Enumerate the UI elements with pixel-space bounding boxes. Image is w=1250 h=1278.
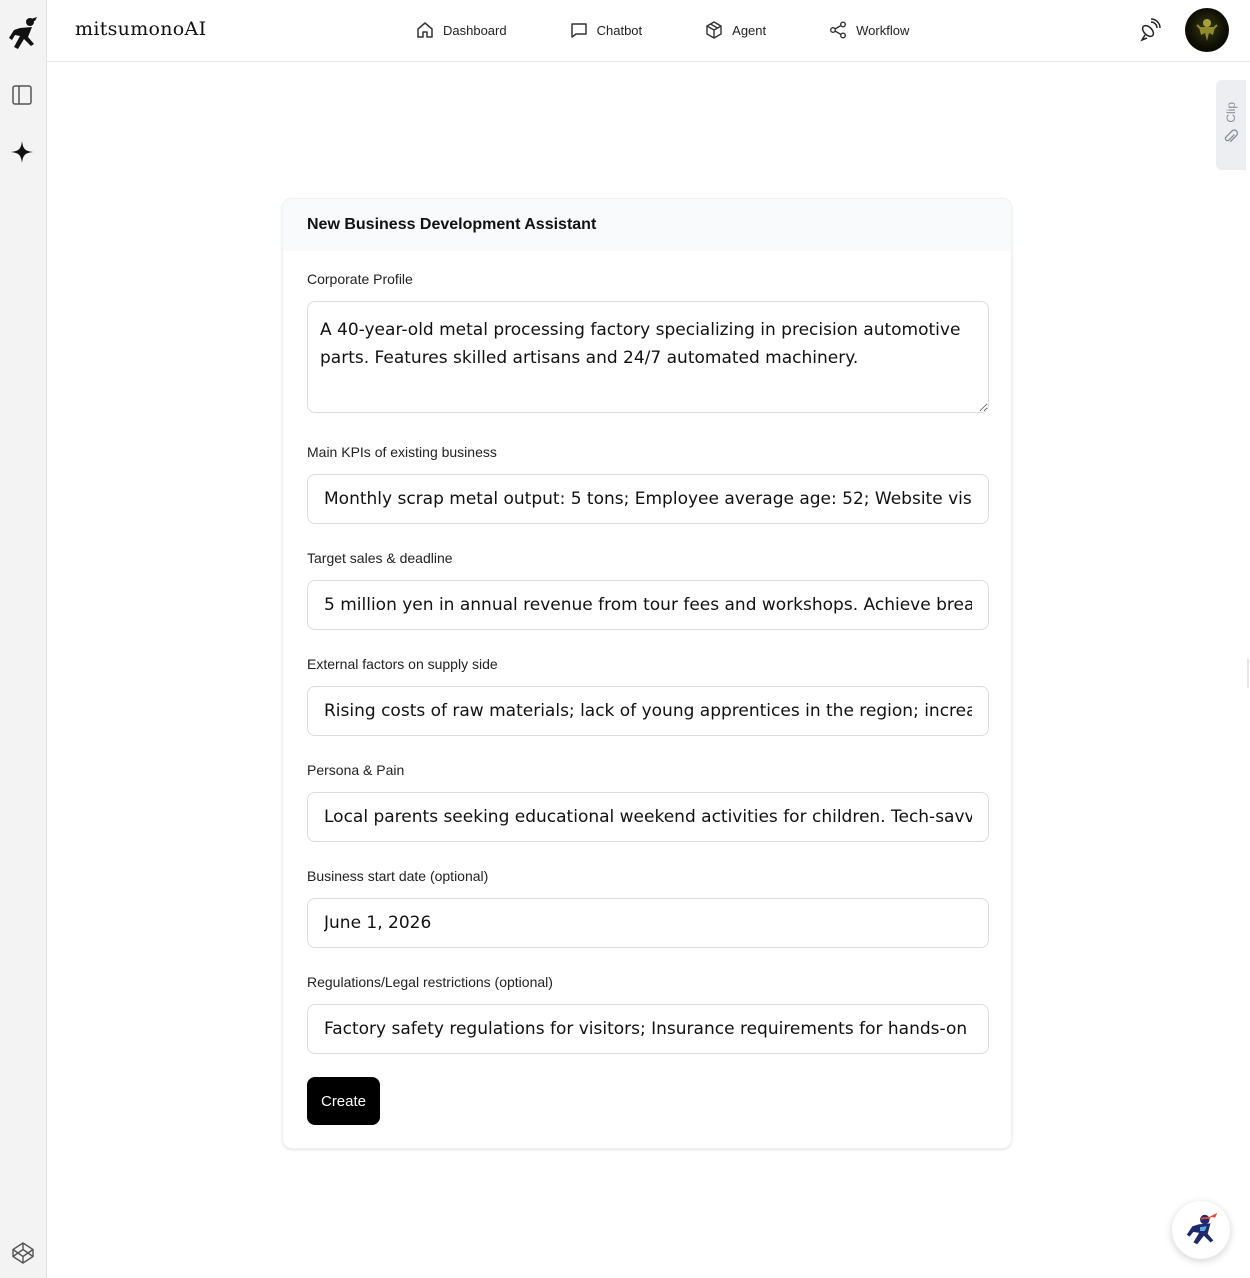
clip-tab[interactable] (1216, 80, 1246, 170)
form-title: New Business Development Assistant (307, 216, 597, 233)
main-kpis-input[interactable] (307, 474, 989, 524)
nav-chatbot-label: Chatbot (596, 22, 643, 38)
sidebar-toggle-icon[interactable] (11, 84, 33, 106)
field-label-external-factors: External factors on supply side (307, 656, 498, 672)
field-label-main-kpis: Main KPIs of existing business (307, 444, 497, 460)
runner-logo-icon[interactable] (6, 16, 40, 54)
nav-workflow-label: Workflow (856, 22, 910, 38)
sparkle-icon[interactable] (10, 140, 34, 164)
chat-icon (569, 20, 589, 40)
form-card (282, 198, 1012, 1149)
cube-icon (704, 20, 724, 40)
field-label-start-date: Business start date (optional) (307, 868, 489, 884)
brand-name[interactable]: mitsumonoAI (75, 18, 207, 40)
ninja-mascot-icon (1182, 1211, 1220, 1249)
nav-dashboard[interactable] (415, 20, 507, 40)
field-label-regulations: Regulations/Legal restrictions (optional) (307, 974, 553, 990)
field-label-corporate-profile: Corporate Profile (307, 271, 413, 287)
main-nav (415, 0, 971, 60)
user-avatar[interactable] (1185, 8, 1229, 52)
field-label-target-sales: Target sales & deadline (307, 550, 453, 566)
share-icon (828, 20, 848, 40)
corporate-profile-textarea[interactable] (307, 301, 989, 413)
clip-label: Clip (1224, 102, 1238, 123)
nav-agent-label: Agent (732, 22, 767, 38)
nav-workflow[interactable] (828, 20, 909, 40)
broadcast-icon[interactable] (1137, 18, 1161, 42)
left-rail (0, 0, 47, 1278)
edge-divider (1247, 658, 1249, 688)
top-header (47, 0, 1250, 62)
start-date-input[interactable] (307, 898, 989, 948)
assistant-fab[interactable] (1172, 1201, 1230, 1259)
paperclip-icon (1223, 129, 1239, 145)
regulations-input[interactable] (307, 1004, 989, 1054)
home-icon (415, 20, 435, 40)
codepen-icon[interactable] (11, 1241, 35, 1265)
nav-chatbot[interactable] (569, 20, 643, 40)
form-card-header (283, 199, 1011, 251)
target-sales-input[interactable] (307, 580, 989, 630)
persona-pain-input[interactable] (307, 792, 989, 842)
field-label-persona-pain: Persona & Pain (307, 762, 405, 778)
create-button[interactable]: Create (307, 1077, 380, 1125)
external-factors-input[interactable] (307, 686, 989, 736)
nav-dashboard-label: Dashboard (443, 22, 507, 38)
nav-agent[interactable] (704, 20, 766, 40)
